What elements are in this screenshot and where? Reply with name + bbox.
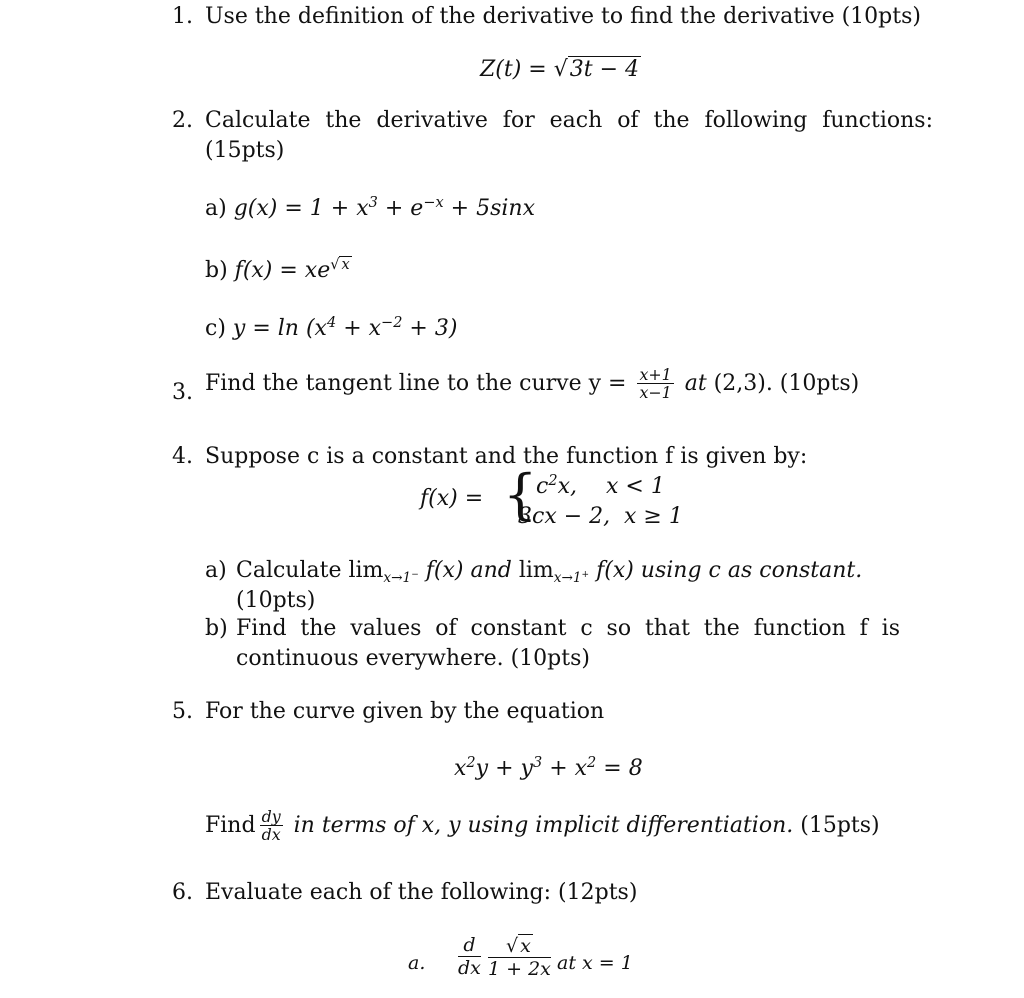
q6-text: Evaluate each of the following: (12pts)	[205, 880, 638, 905]
q5-dy: dy	[261, 807, 281, 826]
q2-a	[205, 196, 535, 221]
q3-point: (2,3). (10pts)	[713, 370, 860, 396]
q5-find-tail: in terms of x, y using implicit differentiation.	[286, 812, 794, 838]
q3-number: 3.	[172, 380, 193, 405]
q2-b-eq: f(x) = xe	[234, 258, 331, 283]
q6-number: 6.	[172, 880, 193, 905]
q2-line2: (15pts)	[205, 138, 285, 163]
q4-case1-c: c	[536, 474, 549, 499]
q5-find-pts: (15pts)	[793, 812, 880, 838]
q5-text: For the curve given by the equation	[205, 699, 605, 724]
q2-c	[205, 316, 457, 341]
q5-eq-e3: 2	[587, 755, 597, 772]
q4-case2-cond: x ≥ 1	[624, 504, 683, 529]
q1-sqrt: √3t − 4	[553, 57, 640, 82]
q1-equation	[480, 56, 641, 82]
q3-frac-num: x+1	[639, 365, 672, 384]
q2-c-eq3: + 3)	[402, 316, 458, 341]
q3-fraction	[637, 366, 673, 402]
q5-eq3: + x	[542, 756, 588, 781]
q3-line	[205, 366, 859, 402]
q4-b-label: b)	[205, 616, 228, 641]
q5-eq-e1: 2	[466, 755, 476, 772]
q4-a-lim1-sub: x→1	[383, 569, 412, 586]
q2-a-exp2: −x	[423, 195, 444, 212]
q3-frac-den: x−1	[639, 383, 672, 403]
q4-a-label: a)	[205, 558, 227, 583]
q1-text: Use the definition of the derivative to find the derivative (10pts)	[205, 4, 921, 29]
q4-a-lim2-sub: x→1	[553, 569, 582, 586]
q4-text: Suppose c is a constant and the function f is given by:	[205, 444, 808, 469]
q4-case1-cond: x < 1	[606, 474, 665, 499]
q2-b-label: b)	[205, 258, 228, 283]
q4-a-text1: Calculate	[236, 558, 349, 583]
q2-a-eq2: + e	[377, 196, 424, 221]
q6-a-label: a.	[408, 952, 426, 974]
q2-c-eq2: + x	[336, 316, 382, 341]
q4-number: 4.	[172, 444, 193, 469]
q6-f-num: √ x	[488, 934, 551, 958]
q6-d-num: d	[458, 934, 481, 957]
q4-a-lim1-sup: −	[411, 569, 419, 580]
q6-f-frac	[488, 934, 551, 980]
q4-a-tail: f(x) using c as constant.	[589, 558, 863, 583]
q6-d-den: dx	[458, 957, 481, 979]
q5-eq-e2: 3	[532, 755, 543, 772]
q4-f-lhs: f(x) =	[420, 486, 484, 511]
q6-d-frac	[458, 934, 481, 979]
q2-line1: Calculate the derivative for each of the following functions:	[205, 108, 933, 133]
q3-at: at	[677, 370, 714, 396]
q2-a-label: a)	[205, 196, 227, 221]
q2-a-exp1: 3	[368, 195, 378, 212]
q5-eq4: = 8	[596, 756, 643, 781]
q4-a-lim2: lim	[518, 558, 554, 583]
q2-b: b) $f(x) = xe^{√ x}$	[205, 257, 350, 283]
q1-number: 1.	[172, 4, 193, 29]
q2-a-eq3: + 5sinx	[443, 196, 535, 221]
q1-eq-lhs: Z(t) =	[480, 57, 554, 82]
q5-find	[205, 808, 880, 844]
q4-case1-exp: 2	[548, 473, 558, 490]
q5-find-word: Find	[205, 812, 256, 838]
q4-b-line2: continuous everywhere. (10pts)	[236, 646, 590, 671]
q4-case2-expr: 3cx − 2,	[518, 504, 611, 529]
q4-a-lim1: lim	[348, 558, 384, 583]
q5-dydx	[260, 808, 283, 844]
q2-c-label: c)	[205, 316, 226, 341]
q2-number: 2.	[172, 108, 193, 133]
q5-dx: dx	[261, 825, 281, 845]
q2-c-eq1: y = ln (x	[232, 316, 327, 341]
q5-eq1: x	[454, 756, 467, 781]
q3-text: Find the tangent line to the curve y =	[205, 370, 634, 396]
q5-number: 5.	[172, 699, 193, 724]
q1-radicand: 3t − 4	[569, 57, 640, 82]
q2-b-radicand: x	[341, 257, 350, 274]
q4-a-pts: (10pts)	[236, 588, 316, 613]
q6-f-radicand: x	[520, 935, 531, 957]
q4-a-lim2-sup: +	[581, 569, 590, 580]
q6-f-den: 1 + 2x	[488, 958, 551, 980]
q5-eq2: y + y	[475, 756, 533, 781]
q4-b-line1: Find the values of constant c so that the function f is	[236, 616, 900, 641]
q4-a-mid: f(x) and	[418, 558, 519, 583]
q4-brace: {	[503, 463, 538, 526]
q2-a-eq1: g(x) = 1 + x	[233, 196, 369, 221]
q4-case1	[536, 474, 577, 499]
q4-a-line	[236, 558, 863, 586]
q6-at: at x = 1	[557, 952, 633, 974]
q5-equation	[454, 756, 643, 781]
q4-case1-x: x,	[557, 474, 577, 499]
q2-c-exp2: −2	[381, 315, 403, 332]
q2-c-exp1: 4	[326, 315, 337, 332]
